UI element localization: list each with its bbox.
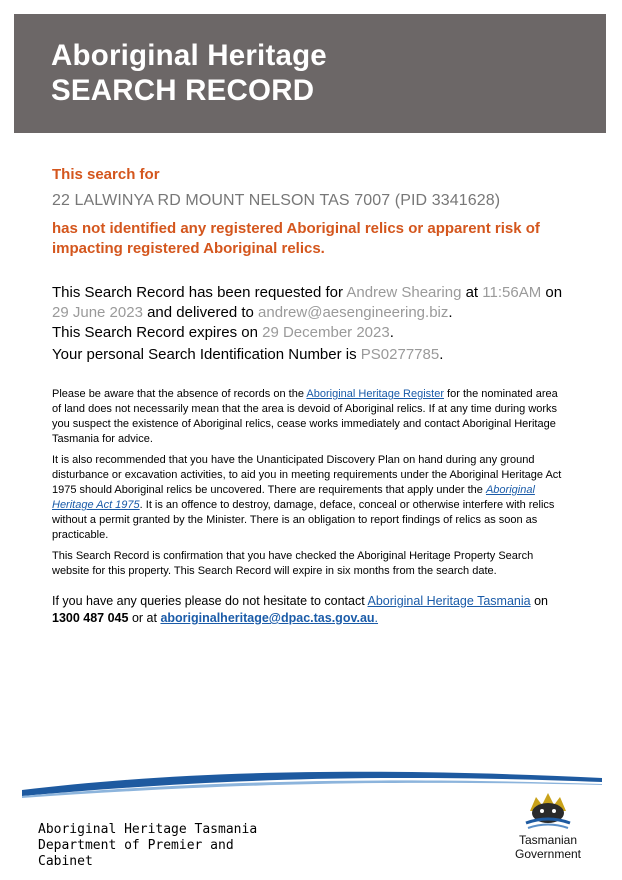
contact-email-link[interactable]: aboriginalheritage@dpac.tas.gov.au: [160, 611, 375, 625]
contact-phone: 1300 487 045: [52, 611, 129, 625]
request-details: [52, 283, 572, 367]
heritage-register-link[interactable]: Aboriginal Heritage Register: [306, 388, 444, 400]
government-wordmark: [496, 833, 600, 861]
contact-end: .: [374, 611, 379, 625]
expiry-text: This Search Record expires on: [52, 324, 258, 341]
footer-line3: Cabinet: [38, 854, 93, 869]
delivery-email: andrew@aesengineering.biz: [258, 304, 449, 321]
sin-period: .: [439, 346, 444, 363]
request-period: .: [448, 304, 453, 321]
page-title-line1: Aboriginal Heritage: [51, 39, 327, 72]
tasmanian-government-logo-icon: [496, 783, 600, 833]
footer-department: [38, 822, 278, 870]
contact-text: If you have any queries please do not hesitate to contact: [52, 594, 365, 608]
note1-text-a: Please be aware that the absence of records on the: [52, 388, 304, 400]
note1-text-b: for the nominated area of land does not necessarily mean that the area is devoid of Aboriginal relics. If at any time during works you suspect the existence of Aboriginal relics, cease works immediately and contact Aboriginal Heritage Tasmania for advice.: [52, 388, 558, 445]
expiry-period: .: [389, 324, 394, 341]
heritage-act-link[interactable]: Aboriginal Heritage Act 1975: [52, 484, 535, 511]
contact-or-at: or at: [131, 611, 157, 625]
note2-text-a: It is also recommended that you have the Unanticipated Discovery Plan on hand during any ground disturbance or excavation activities, to aid you in meeting requirements under the Aboriginal Heritage Act 1975 should Aboriginal relics be uncovered. There are requirements that apply under the: [52, 454, 562, 496]
gov-line2: Government: [514, 847, 582, 861]
request-on: on: [545, 284, 563, 301]
footer-line1: Aboriginal Heritage Tasmania: [38, 822, 258, 837]
request-at: at: [465, 284, 479, 301]
request-date: 29 June 2023: [52, 304, 143, 321]
requester-name: Andrew Shearing: [346, 284, 462, 301]
note-paragraph-2: [52, 453, 564, 543]
note3-text: This Search Record is confirmation that you have checked the Aboriginal Heritage Property Search website for this property. This Search Record will expire in six months from the search date.: [52, 550, 534, 577]
sin-number: PS0277785: [360, 346, 440, 363]
request-time: 11:56AM: [482, 284, 542, 301]
search-address: 22 LALWINYA RD MOUNT NELSON TAS 7007 (PID 3341628): [52, 192, 501, 209]
expiry-line: [52, 323, 572, 343]
sin-line: [52, 343, 572, 367]
contact-paragraph: [52, 593, 572, 627]
aht-link[interactable]: Aboriginal Heritage Tasmania: [367, 594, 531, 608]
gov-line1: Tasmanian: [518, 833, 578, 847]
contact-on: on: [534, 594, 548, 608]
expiry-date: 29 December 2023: [262, 324, 390, 341]
request-text: This Search Record has been requested for: [52, 284, 343, 301]
footer-line2: Department of Premier and: [38, 838, 234, 853]
search-intro: This search for: [52, 166, 160, 183]
request-delivered: and delivered to: [147, 304, 254, 321]
sin-text: Your personal Search Identification Number is: [52, 346, 357, 363]
page-title-line2: SEARCH RECORD: [51, 74, 315, 107]
note-paragraph-1: [52, 387, 564, 447]
request-line: [52, 283, 572, 323]
note2-text-b: . It is an offence to destroy, damage, deface, conceal or otherwise interfere with relics without a permit granted by the Minister. There is an obligation to report findings of relics as soon as practicable.: [52, 499, 555, 541]
search-result: has not identified any registered Aboriginal relics or apparent risk of impacting registered Aboriginal relics.: [52, 220, 540, 257]
note-paragraph-3: [52, 549, 564, 579]
header-banner: [14, 14, 606, 133]
